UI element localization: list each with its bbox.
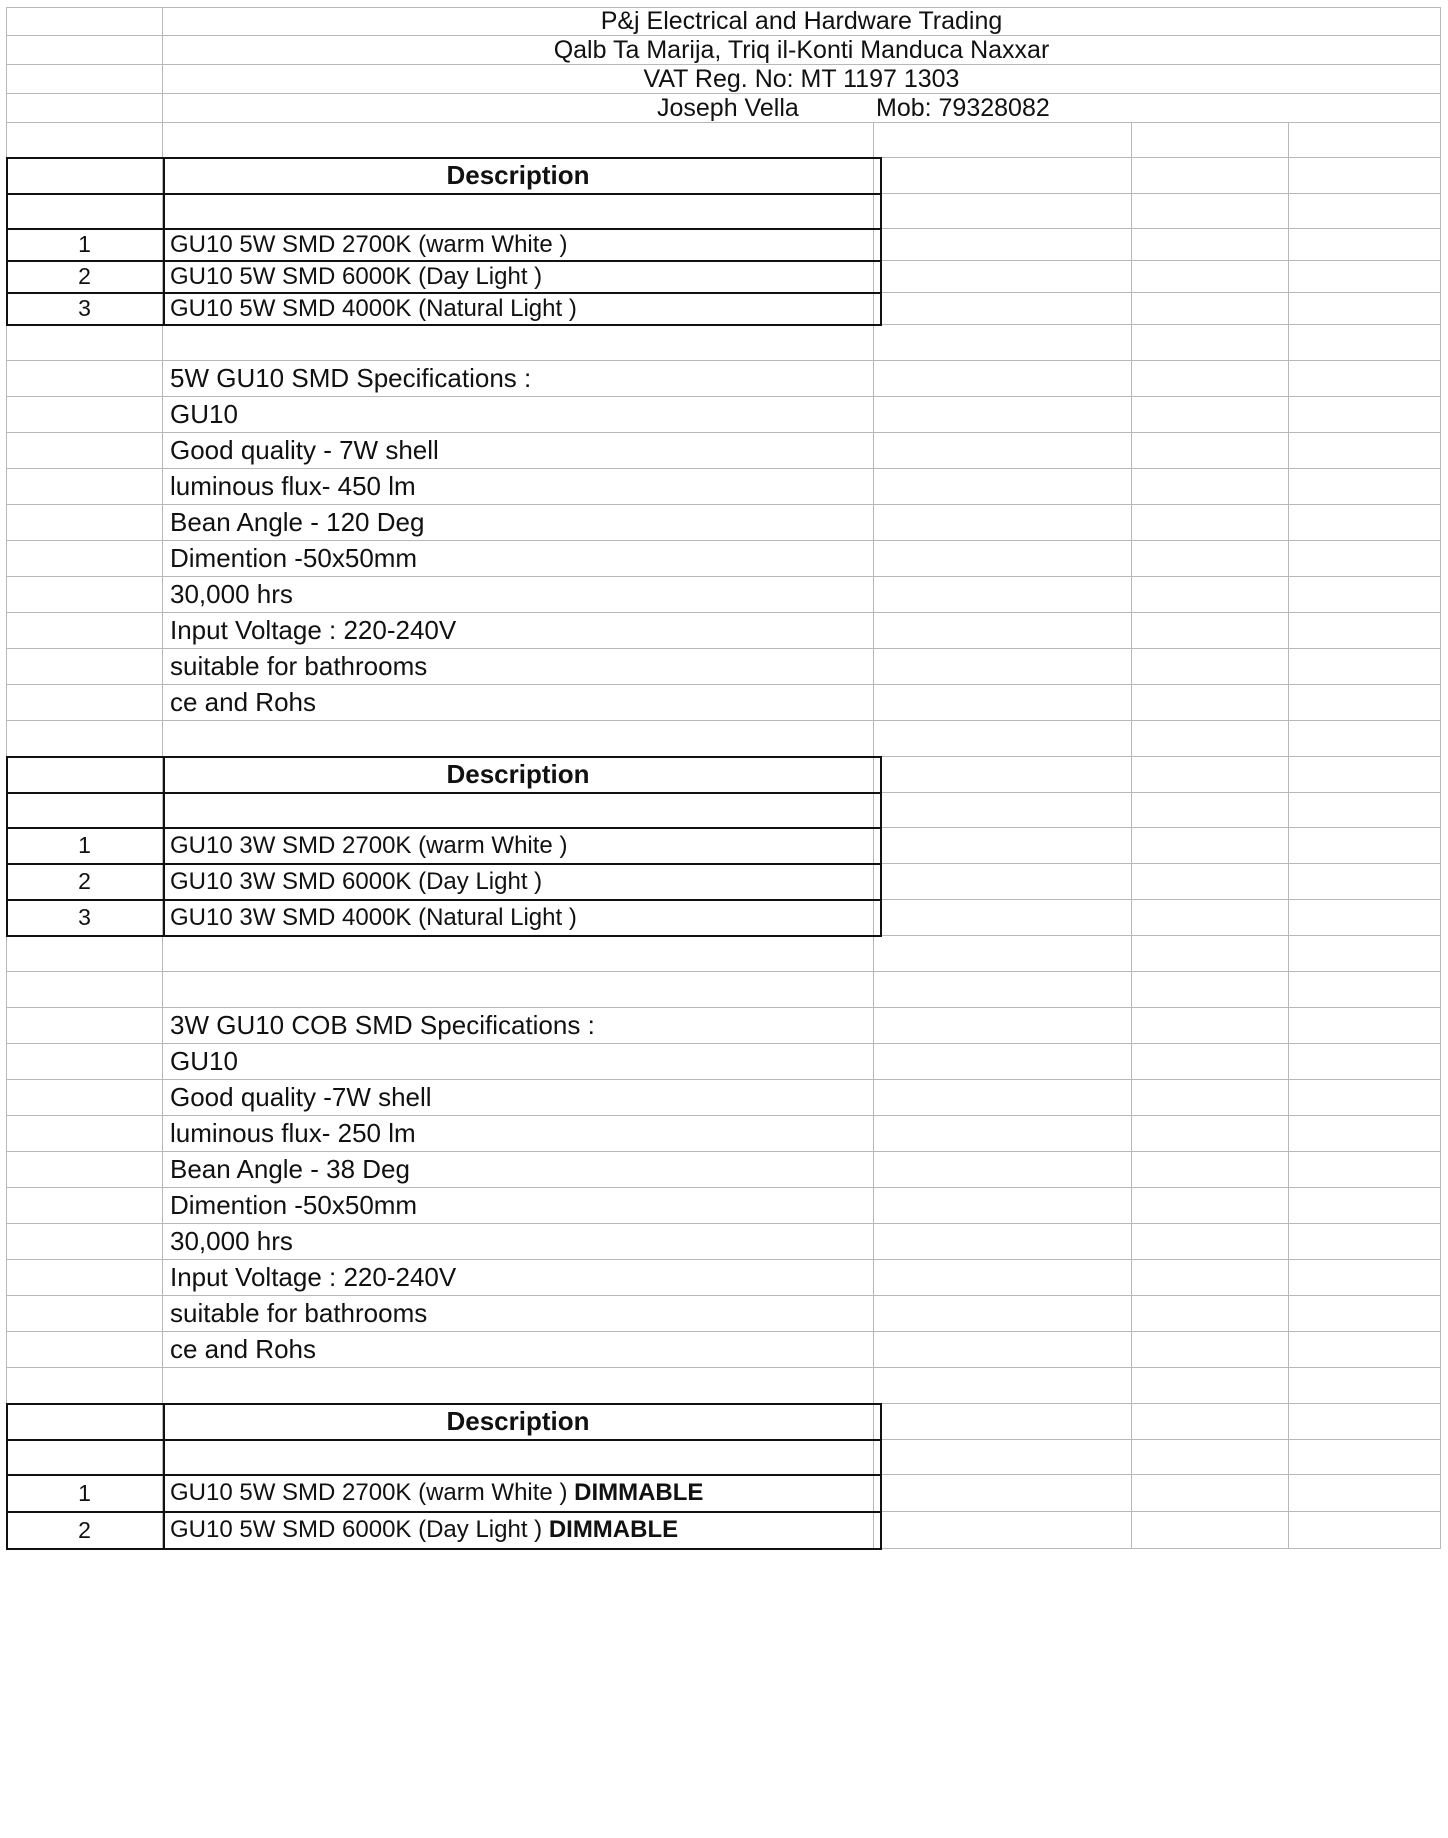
item-row <box>6 293 1441 325</box>
item-description[interactable] <box>163 1475 874 1511</box>
spec-line[interactable]: Dimention -50x50mm <box>163 541 874 576</box>
cell[interactable] <box>1289 900 1441 935</box>
cell[interactable] <box>1289 158 1441 193</box>
cell[interactable] <box>6 1404 163 1439</box>
cell[interactable] <box>874 361 1132 396</box>
item-number[interactable]: 2 <box>6 864 163 899</box>
cell[interactable] <box>1289 1512 1441 1548</box>
item-row <box>6 900 1441 936</box>
spec-row <box>6 577 1441 613</box>
cell[interactable] <box>874 541 1132 576</box>
cell[interactable] <box>1289 1044 1441 1079</box>
cell[interactable] <box>1289 261 1441 292</box>
cell[interactable] <box>874 577 1132 612</box>
spec-row <box>6 361 1441 397</box>
cell[interactable] <box>6 36 163 64</box>
description-header-row <box>6 757 1441 793</box>
spec-line[interactable]: suitable for bathrooms <box>163 1296 874 1331</box>
cell[interactable] <box>1132 721 1289 756</box>
cell[interactable] <box>6 541 163 576</box>
cell[interactable] <box>1289 433 1441 468</box>
cell[interactable] <box>163 793 874 827</box>
cell[interactable] <box>6 361 163 396</box>
item-text: GU10 3W SMD 2700K (warm White ) <box>170 831 568 859</box>
blank-row <box>6 936 1441 972</box>
cell[interactable] <box>6 1368 163 1403</box>
cell[interactable] <box>1132 397 1289 432</box>
cell[interactable] <box>1132 1224 1289 1259</box>
item-number[interactable]: 1 <box>6 229 163 260</box>
item-description[interactable] <box>163 828 874 863</box>
cell[interactable] <box>1132 1332 1289 1367</box>
cell[interactable] <box>874 757 1132 792</box>
vat-number[interactable]: VAT Reg. No: MT 1197 1303 <box>163 65 1441 93</box>
cell[interactable] <box>1132 1008 1289 1043</box>
cell[interactable] <box>6 94 163 122</box>
cell[interactable] <box>874 828 1132 863</box>
spec-row <box>6 649 1441 685</box>
spec-row <box>6 1260 1441 1296</box>
dimmable-label: DIMMABLE <box>574 1479 704 1506</box>
cell[interactable] <box>6 1440 163 1474</box>
spec-row <box>6 505 1441 541</box>
cell[interactable] <box>874 261 1132 292</box>
cell[interactable] <box>6 397 163 432</box>
cell[interactable] <box>1132 1260 1289 1295</box>
spec-row <box>6 1116 1441 1152</box>
cell[interactable] <box>874 1440 1132 1474</box>
spec-line[interactable]: Bean Angle - 38 Deg <box>163 1152 874 1187</box>
cell[interactable] <box>1289 1152 1441 1187</box>
cell[interactable] <box>6 1008 163 1043</box>
item-text: GU10 5W SMD 2700K (warm White ) <box>170 1479 575 1506</box>
cell[interactable] <box>1289 1404 1441 1439</box>
cell[interactable] <box>1132 1368 1289 1403</box>
cell[interactable] <box>1132 864 1289 899</box>
spec-line[interactable]: ce and Rohs <box>163 685 874 720</box>
cell[interactable] <box>874 1475 1132 1511</box>
spec-row <box>6 1332 1441 1368</box>
item-number[interactable]: 2 <box>6 1512 163 1548</box>
cell[interactable] <box>874 1512 1132 1548</box>
spec-line[interactable]: GU10 <box>163 397 874 432</box>
cell[interactable] <box>6 65 163 93</box>
cell[interactable] <box>1289 1008 1441 1043</box>
cell[interactable] <box>1289 293 1441 324</box>
cell[interactable] <box>874 685 1132 720</box>
spec-line[interactable]: Input Voltage : 220-240V <box>163 613 874 648</box>
description-header-row <box>6 1404 1441 1440</box>
cell[interactable] <box>874 397 1132 432</box>
company-address[interactable]: Qalb Ta Marija, Triq il-Konti Manduca Naxxar <box>163 36 1441 64</box>
item-description[interactable] <box>163 261 874 292</box>
item-row <box>6 828 1441 864</box>
spec-row <box>6 469 1441 505</box>
cell[interactable] <box>1289 828 1441 863</box>
cell[interactable] <box>1132 972 1289 1007</box>
cell[interactable] <box>6 685 163 720</box>
cell[interactable] <box>1132 793 1289 827</box>
cell[interactable] <box>6 613 163 648</box>
cell[interactable] <box>874 1152 1132 1187</box>
cell[interactable] <box>874 1008 1132 1043</box>
cell[interactable] <box>874 649 1132 684</box>
cell[interactable] <box>1289 325 1441 360</box>
cell[interactable] <box>1289 721 1441 756</box>
spec-row <box>6 433 1441 469</box>
cell[interactable] <box>1289 936 1441 971</box>
cell[interactable] <box>874 1332 1132 1367</box>
description-heading[interactable]: Description <box>163 1404 874 1439</box>
cell[interactable] <box>1132 469 1289 504</box>
cell[interactable] <box>1132 123 1289 157</box>
item-row <box>6 864 1441 900</box>
cell[interactable] <box>6 123 163 157</box>
spec-row <box>6 1224 1441 1260</box>
cell[interactable] <box>874 1296 1132 1331</box>
cell[interactable] <box>1289 469 1441 504</box>
spec-line[interactable]: Good quality -7W shell <box>163 1080 874 1115</box>
cell[interactable] <box>1132 1440 1289 1474</box>
cell[interactable] <box>1132 158 1289 193</box>
spec-row <box>6 1008 1441 1044</box>
blank-row <box>6 1440 1441 1475</box>
item-number[interactable]: 2 <box>6 261 163 292</box>
cell[interactable] <box>1132 577 1289 612</box>
cell[interactable] <box>6 1224 163 1259</box>
cell[interactable] <box>163 1368 874 1403</box>
cell[interactable] <box>1132 1044 1289 1079</box>
spec-line[interactable]: ce and Rohs <box>163 1332 874 1367</box>
cell[interactable] <box>1132 433 1289 468</box>
cell[interactable] <box>1289 397 1441 432</box>
cell[interactable] <box>6 936 163 971</box>
cell[interactable] <box>163 972 874 1007</box>
cell[interactable] <box>1132 194 1289 228</box>
description-heading[interactable]: Description <box>163 158 874 193</box>
cell[interactable] <box>1132 229 1289 260</box>
spacer-row <box>6 123 1441 158</box>
cell[interactable] <box>874 194 1132 228</box>
header-row-vat <box>6 65 1441 94</box>
spec-row <box>6 1152 1441 1188</box>
blank-row <box>6 194 1441 229</box>
blank-row <box>6 721 1441 757</box>
spec-line[interactable]: Dimention -50x50mm <box>163 1188 874 1223</box>
cell[interactable] <box>6 649 163 684</box>
spec-line[interactable]: GU10 <box>163 1044 874 1079</box>
cell[interactable] <box>1289 541 1441 576</box>
cell[interactable] <box>1132 361 1289 396</box>
cell[interactable] <box>6 1260 163 1295</box>
cell[interactable] <box>1289 757 1441 792</box>
cell[interactable] <box>874 1080 1132 1115</box>
spec-row <box>6 1044 1441 1080</box>
spec-line[interactable]: Bean Angle - 120 Deg <box>163 505 874 540</box>
spec-line[interactable]: luminous flux- 250 lm <box>163 1116 874 1151</box>
item-text: GU10 5W SMD 6000K (Day Light ) <box>170 1516 549 1543</box>
header-row-company <box>6 7 1441 36</box>
cell[interactable] <box>1132 936 1289 971</box>
cell[interactable] <box>1289 1296 1441 1331</box>
blank-row <box>6 1368 1441 1404</box>
item-number[interactable]: 1 <box>6 1475 163 1511</box>
cell[interactable] <box>6 194 163 228</box>
spec-row <box>6 541 1441 577</box>
item-row <box>6 261 1441 293</box>
description-header-row <box>6 158 1441 194</box>
cell[interactable] <box>1132 828 1289 863</box>
item-row <box>6 229 1441 261</box>
cell[interactable] <box>163 325 874 360</box>
cell[interactable] <box>874 793 1132 827</box>
item-text: GU10 5W SMD 4000K (Natural Light ) <box>170 294 577 322</box>
cell[interactable] <box>874 293 1132 324</box>
spec-line[interactable]: 3W GU10 COB SMD Specifications : <box>163 1008 874 1043</box>
cell[interactable] <box>6 158 163 193</box>
spec-row <box>6 685 1441 721</box>
cell[interactable] <box>874 229 1132 260</box>
cell[interactable] <box>874 433 1132 468</box>
spec-line[interactable]: Input Voltage : 220-240V <box>163 1260 874 1295</box>
blank-row <box>6 793 1441 828</box>
cell[interactable] <box>6 1188 163 1223</box>
header-row-contact <box>6 94 1441 123</box>
header-row-address <box>6 36 1441 65</box>
cell[interactable] <box>6 1044 163 1079</box>
dimmable-label: DIMMABLE <box>548 1516 679 1543</box>
blank-row <box>6 325 1441 361</box>
cell[interactable] <box>6 757 163 792</box>
contact-cell[interactable] <box>163 94 1441 122</box>
cell[interactable] <box>6 1296 163 1331</box>
cell[interactable] <box>874 469 1132 504</box>
cell[interactable] <box>1289 864 1441 899</box>
item-description[interactable] <box>163 900 874 935</box>
cell[interactable] <box>1132 1296 1289 1331</box>
item-text: GU10 3W SMD 6000K (Day Light ) <box>170 867 543 895</box>
cell[interactable] <box>1289 505 1441 540</box>
cell[interactable] <box>1132 1188 1289 1223</box>
cell[interactable] <box>1132 1080 1289 1115</box>
spec-row <box>6 1296 1441 1332</box>
spec-row <box>6 1080 1441 1116</box>
cell[interactable] <box>1289 1188 1441 1223</box>
contact-mobile: Mob: 79328082 <box>876 93 1050 122</box>
cell[interactable] <box>6 1152 163 1187</box>
cell[interactable] <box>6 1332 163 1367</box>
spec-line[interactable]: 30,000 hrs <box>163 1224 874 1259</box>
cell[interactable] <box>1289 972 1441 1007</box>
cell[interactable] <box>874 1260 1132 1295</box>
spec-line[interactable]: 5W GU10 SMD Specifications : <box>163 361 874 396</box>
cell[interactable] <box>874 1116 1132 1151</box>
spec-row <box>6 1188 1441 1224</box>
spec-line[interactable]: 30,000 hrs <box>163 577 874 612</box>
cell[interactable] <box>6 793 163 827</box>
cell[interactable] <box>874 936 1132 971</box>
cell[interactable] <box>1289 1224 1441 1259</box>
spec-line[interactable]: luminous flux- 450 lm <box>163 469 874 504</box>
cell[interactable] <box>874 123 1132 157</box>
cell[interactable] <box>1132 261 1289 292</box>
cell[interactable] <box>163 1440 874 1474</box>
cell[interactable] <box>1289 685 1441 720</box>
item-number[interactable]: 3 <box>6 900 163 935</box>
cell[interactable] <box>6 721 163 756</box>
cell[interactable] <box>1132 1116 1289 1151</box>
cell[interactable] <box>1289 1368 1441 1403</box>
item-text: GU10 3W SMD 4000K (Natural Light ) <box>170 903 577 931</box>
cell[interactable] <box>874 1188 1132 1223</box>
blank-row <box>6 972 1441 1008</box>
spec-row <box>6 613 1441 649</box>
cell[interactable] <box>1289 361 1441 396</box>
cell[interactable] <box>1289 793 1441 827</box>
cell[interactable] <box>1132 757 1289 792</box>
cell[interactable] <box>163 194 874 228</box>
cell[interactable] <box>163 721 874 756</box>
cell[interactable] <box>874 1368 1132 1403</box>
cell[interactable] <box>874 721 1132 756</box>
cell[interactable] <box>1289 194 1441 228</box>
cell[interactable] <box>1289 1332 1441 1367</box>
item-description[interactable] <box>163 293 874 324</box>
cell[interactable] <box>163 936 874 971</box>
item-text: GU10 5W SMD 2700K (warm White ) <box>170 230 568 258</box>
cell[interactable] <box>1289 577 1441 612</box>
item-row <box>6 1475 1441 1512</box>
cell[interactable] <box>6 577 163 612</box>
cell[interactable] <box>874 325 1132 360</box>
cell[interactable] <box>1132 325 1289 360</box>
cell[interactable] <box>6 1080 163 1115</box>
cell[interactable] <box>1289 649 1441 684</box>
cell[interactable] <box>1289 613 1441 648</box>
cell[interactable] <box>874 158 1132 193</box>
spec-row <box>6 397 1441 433</box>
cell[interactable] <box>874 900 1132 935</box>
cell[interactable] <box>874 1404 1132 1439</box>
cell[interactable] <box>1132 541 1289 576</box>
spreadsheet-grid <box>6 7 1441 1549</box>
cell[interactable] <box>1289 1080 1441 1115</box>
contact-name: Joseph Vella <box>657 93 799 122</box>
cell[interactable] <box>6 1116 163 1151</box>
cell[interactable] <box>1132 505 1289 540</box>
cell[interactable] <box>1132 613 1289 648</box>
cell[interactable] <box>163 123 874 157</box>
item-row <box>6 1512 1441 1549</box>
cell[interactable] <box>874 613 1132 648</box>
item-text: GU10 5W SMD 6000K (Day Light ) <box>170 262 543 290</box>
cell[interactable] <box>1289 1260 1441 1295</box>
cell[interactable] <box>1132 293 1289 324</box>
item-number[interactable]: 3 <box>6 293 163 324</box>
cell[interactable] <box>874 505 1132 540</box>
spec-line[interactable]: Good quality - 7W shell <box>163 433 874 468</box>
cell[interactable] <box>1132 1404 1289 1439</box>
cell[interactable] <box>6 433 163 468</box>
item-description[interactable] <box>163 1512 874 1548</box>
cell[interactable] <box>1132 1512 1289 1548</box>
item-description[interactable] <box>163 864 874 899</box>
description-heading[interactable]: Description <box>163 757 874 792</box>
cell[interactable] <box>6 8 163 35</box>
cell[interactable] <box>1132 649 1289 684</box>
cell[interactable] <box>6 469 163 504</box>
cell[interactable] <box>1289 123 1441 157</box>
spec-line[interactable]: suitable for bathrooms <box>163 649 874 684</box>
cell[interactable] <box>1132 1152 1289 1187</box>
cell[interactable] <box>6 325 163 360</box>
cell[interactable] <box>874 972 1132 1007</box>
cell[interactable] <box>6 505 163 540</box>
cell[interactable] <box>874 1224 1132 1259</box>
cell[interactable] <box>1132 900 1289 935</box>
cell[interactable] <box>1132 1475 1289 1511</box>
cell[interactable] <box>874 864 1132 899</box>
cell[interactable] <box>1132 685 1289 720</box>
cell[interactable] <box>1289 229 1441 260</box>
cell[interactable] <box>1289 1475 1441 1511</box>
cell[interactable] <box>6 972 163 1007</box>
cell[interactable] <box>874 1044 1132 1079</box>
company-name[interactable]: P&j Electrical and Hardware Trading <box>163 8 1441 35</box>
item-number[interactable]: 1 <box>6 828 163 863</box>
item-description[interactable] <box>163 229 874 260</box>
cell[interactable] <box>1289 1440 1441 1474</box>
cell[interactable] <box>1289 1116 1441 1151</box>
